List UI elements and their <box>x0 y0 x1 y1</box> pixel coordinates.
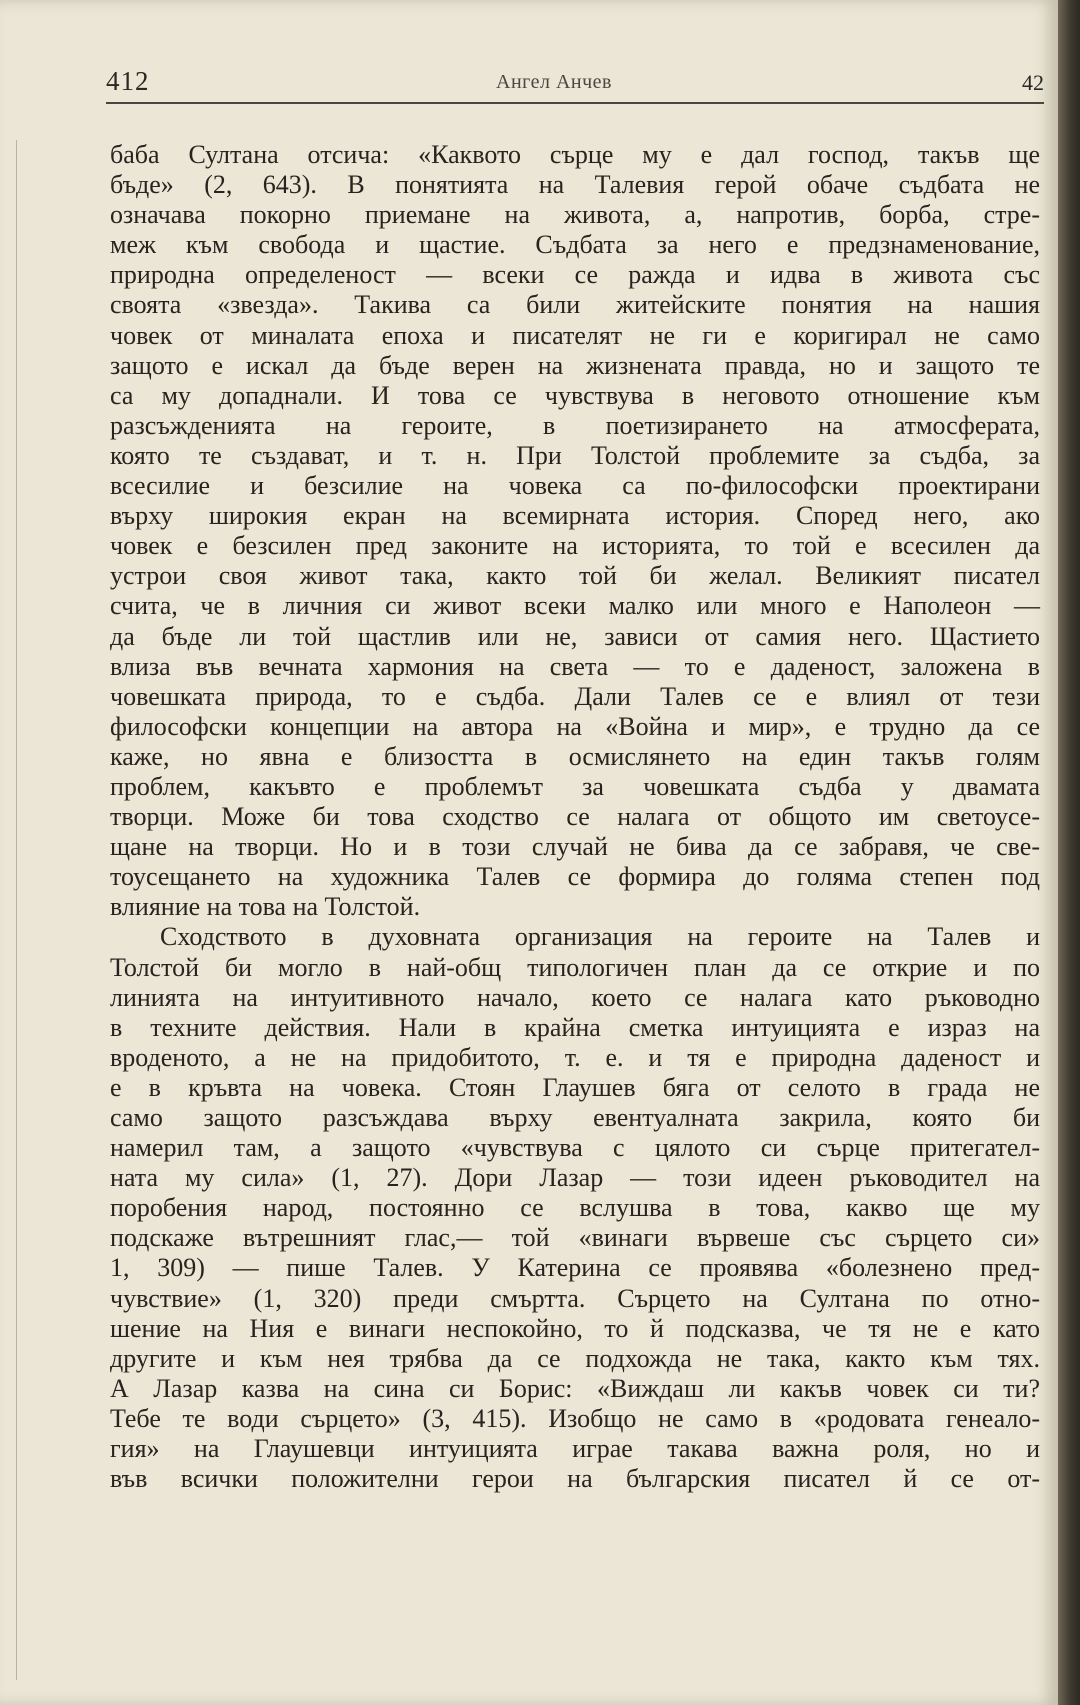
text-line: А Лазар казва на сина си Борис: «Виждаш ли какъв човек си ти? <box>110 1373 1040 1403</box>
page-number: 412 <box>106 66 150 96</box>
text-line: човек от миналата епоха и писателят не ги е коригирал не само <box>110 320 1040 350</box>
text-line: каже, но явна е близостта в осмислянето на един такъв голям <box>110 741 1040 771</box>
text-line: Толстой би могло в най-общ типологичен план да се открие и по <box>110 952 1040 982</box>
text-line: са му допаднали. И това се чувствува в неговото отношение към <box>110 380 1040 410</box>
text-line: чувствие» (1, 320) преди смъртта. Сърцето на Султана по отно- <box>110 1283 1040 1313</box>
text-line: човек е безсилен пред законите на историята, то той е всесилен да <box>110 531 1040 561</box>
text-line: Тебе те води сърцето» (3, 415). Изобщо не само в «родовата генеало- <box>110 1403 1040 1433</box>
text-line: бъде» (2, 643). В понятията на Талевия герой обаче съдбата не <box>110 170 1040 200</box>
gutter-shadow-line <box>16 140 17 1680</box>
text-line: щане на творци. Но и в този случай не бива да се забравя, че све- <box>110 832 1040 862</box>
text-line: счита, че в личния си живот всеки малко или много е Наполеон — <box>110 591 1040 621</box>
text-line: ната му сила» (1, 27). Дори Лазар — този идеен ръководител на <box>110 1163 1040 1193</box>
text-line: поробения народ, постоянно се вслушва в това, какво ще му <box>110 1193 1040 1223</box>
text-line: творци. Може би това сходство се налага от общото им светоусе- <box>110 802 1040 832</box>
text-line: в техните действия. Нали в крайна сметка интуицията е израз на <box>110 1012 1040 1042</box>
text-line: разсъжденията на героите, в поетизирането на атмосферата, <box>110 410 1040 440</box>
text-line: своята «звезда». Такива са били житейските понятия на нашия <box>110 290 1040 320</box>
text-line: всесилие и безсилие на човека са по-философски проектирани <box>110 471 1040 501</box>
text-line: устрои своя живот така, както той би желал. Великият писател <box>110 561 1040 591</box>
text-line: която те създават, и т. н. При Толстой проблемите за съдба, за <box>110 440 1040 470</box>
facing-page-number: 42 <box>1022 70 1044 95</box>
text-line: защото е искал да бъде верен на жизнената правда, но и защото те <box>110 350 1040 380</box>
text-line: меж към свобода и щастие. Съдбата за него е предзнаменование, <box>110 230 1040 260</box>
text-line: линията на интуитивното начало, което се налага като ръководно <box>110 982 1040 1012</box>
text-line: философски концепции на автора на «Война и мир», е трудно да се <box>110 711 1040 741</box>
text-line: намерил там, а защото «чувствува с цялото си сърце притегател- <box>110 1133 1040 1163</box>
text-line: шение на Ния е винаги неспокойно, то й подсказва, че тя не е като <box>110 1313 1040 1343</box>
running-header <box>106 60 1044 100</box>
paragraph-2 <box>110 922 1040 1494</box>
text-line: върху широкия екран на всемирната история. Според него, ако <box>110 501 1040 531</box>
text-line: 1, 309) — пише Талев. У Катерина се проявява «болезнено пред- <box>110 1253 1040 1283</box>
text-line: вроденото, а не на придобитото, т. е. и тя е природна даденост и <box>110 1042 1040 1072</box>
text-line: природна определеност — всеки се ражда и идва в живота със <box>110 260 1040 290</box>
text-line: Сходството в духовната организация на героите на Талев и <box>160 922 1040 952</box>
text-line: е в кръвта на човека. Стоян Глаушев бяга от селото в града не <box>110 1072 1040 1102</box>
text-line: гия» на Глаушевци интуицията играе такава важна роля, но и <box>110 1434 1040 1464</box>
running-title: Ангел Анчев <box>496 71 612 93</box>
text-line: подскаже вътрешният глас,— той «винаги вървеше със сърцето си» <box>110 1223 1040 1253</box>
text-line: влияние на това на Толстой. <box>110 892 421 922</box>
text-line: човешката природа, то е съдба. Дали Талев се е влиял от тези <box>110 681 1040 711</box>
book-spine-edge <box>1058 0 1080 1705</box>
text-line: във всички положителни герои на българския писател й се от- <box>110 1464 1040 1494</box>
text-line: проблем, какъвто е проблемът за човешката съдба у двамата <box>110 771 1040 801</box>
text-line: влиза във вечната хармония на света — то е даденост, заложена в <box>110 651 1040 681</box>
text-line: другите и към нея трябва да се подхожда не така, както към тях. <box>110 1343 1040 1373</box>
text-line: тоусещането на художника Талев се формира до голяма степен под <box>110 862 1040 892</box>
header-rule <box>106 102 1044 104</box>
text-line: да бъде ли той щастлив или не, зависи от самия него. Щастието <box>110 621 1040 651</box>
paragraph-1 <box>110 140 1040 922</box>
text-line: баба Султана отсича: «Каквото сърце му е дал господ, такъв ще <box>110 140 1040 169</box>
text-line: само защото разсъждава върху евентуалната закрила, която би <box>110 1103 1040 1132</box>
text-line: означава покорно приемане на живота, а, напротив, борба, стре- <box>110 200 1040 230</box>
body-text <box>110 140 1040 1494</box>
